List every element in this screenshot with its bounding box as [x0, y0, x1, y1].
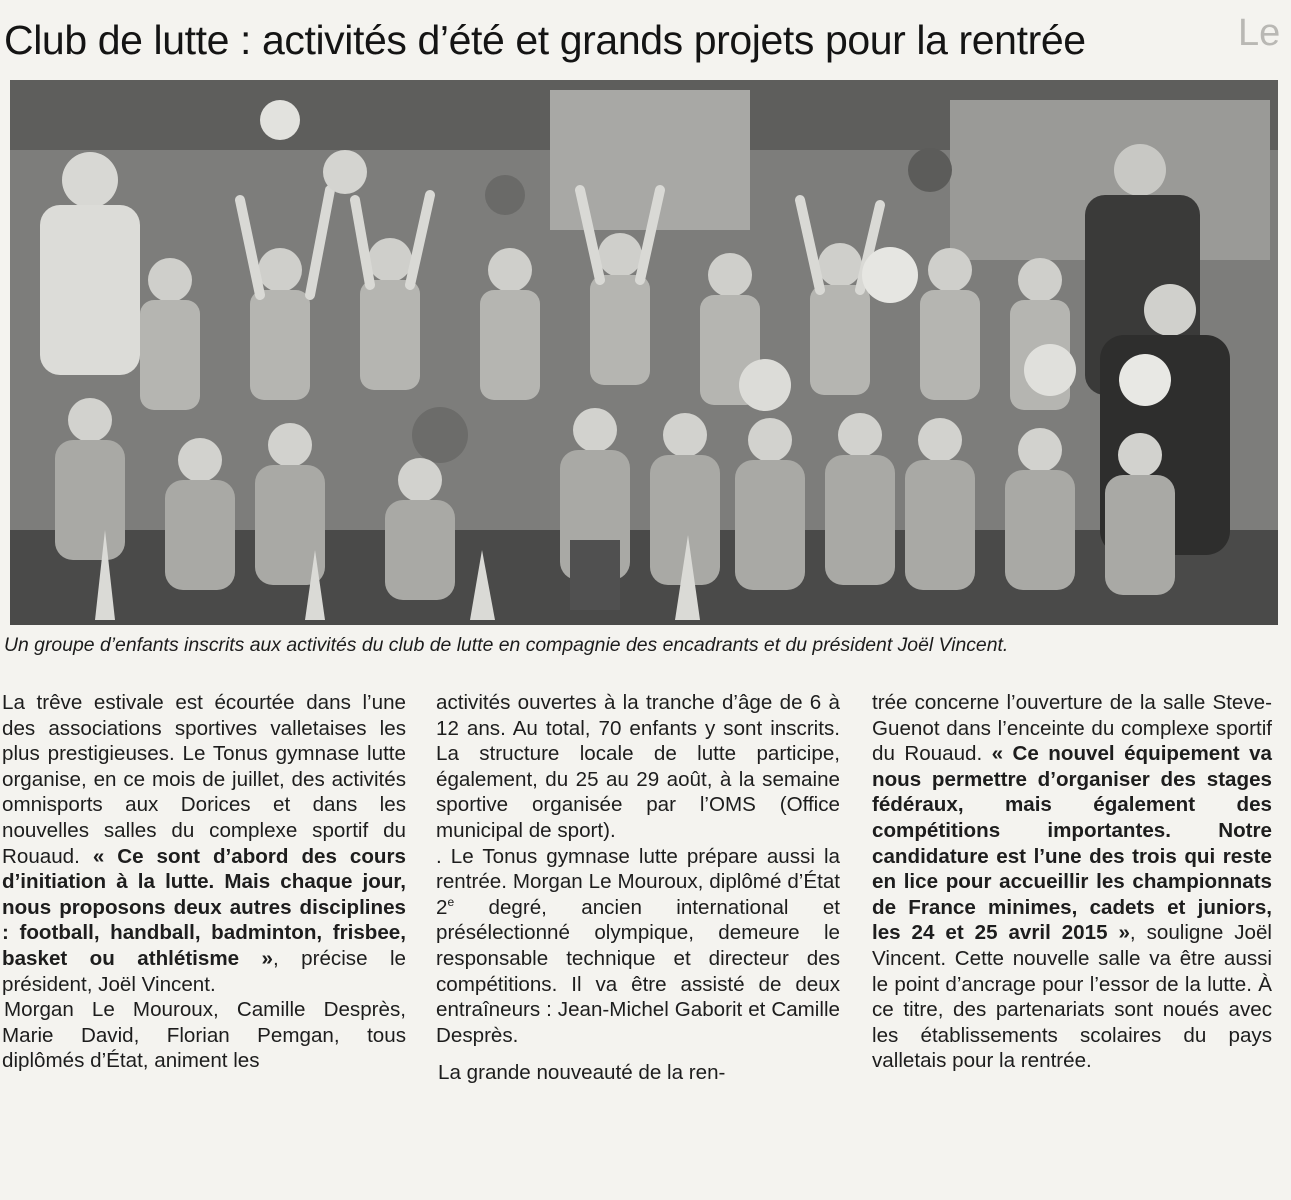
paragraph	[436, 1060, 840, 1086]
paragraph	[872, 690, 1272, 1074]
text: . Le Tonus gymnase lutte prépare aussi la rentrée. Morgan Le Mouroux, diplômé d’État 2	[436, 844, 840, 919]
photo-caption: Un groupe d’enfants inscrits aux activités du club de lutte en compagnie des encadrants et du président Joël Vincent.	[4, 634, 1009, 656]
adjacent-article-fragment: Le	[1238, 12, 1281, 54]
text: La grande nouveauté de la ren-	[438, 1061, 726, 1085]
president-quote: « Ce sont d’abord des cours d’initiation à la lutte. Mais chaque jour, nous proposons deux autres disciplines : football, handball, badminton, frisbee, basket ou athlétisme »	[2, 844, 406, 970]
group-photo-illustration	[10, 80, 1278, 625]
group-photo	[10, 80, 1278, 625]
text: activités ouvertes à la tranche d’âge de 6 à 12 ans. Au total, 70 enfants y sont inscrits. La structure locale de lutte participe, également, du 25 au 29 août, à la semaine sportive organisée par l’OMS (Office municipal de sport).	[436, 691, 840, 842]
paragraph	[2, 997, 406, 1074]
paragraph	[436, 844, 840, 1049]
text: La trêve estivale est écourtée dans l’une des associations sportives valletaises les plus prestigieuses. Le Tonus gymnase lutte organise, en ce mois de juillet, des activités omnisports aux Dorices et dans les nouvelles salles du complexe sportif du Rouaud.	[2, 691, 406, 868]
paragraph	[2, 690, 406, 997]
article-column-1	[2, 690, 406, 1074]
text: Morgan Le Mouroux, Camille Desprès, Marie David, Florian Pemgan, tous diplômés d’État, animent les	[2, 998, 406, 1073]
paragraph	[436, 690, 840, 844]
text: , souligne Joël Vincent. Cette nouvelle salle va être aussi le point d’ancrage pour l’essor de la lutte. À ce titre, des partenariats sont noués avec les établissements scolaires du pays valletais pour la rentrée.	[872, 921, 1272, 1073]
text: degré, ancien international et présélectionné olympique, demeure le responsable technique et directeur des compétitions. Il va être assisté de deux entraîneurs : Jean-Michel Gaborit et Camille Desprès.	[436, 895, 840, 1047]
article-column-2	[436, 690, 840, 1086]
article-column-3	[872, 690, 1272, 1074]
text: , précise le président, Joël Vincent.	[2, 946, 406, 996]
article-headline: Club de lutte : activités d’été et grands projets pour la rentrée	[4, 17, 1086, 63]
text: trée concerne l’ouverture de la salle Steve-Guenot dans l’enceinte du complexe sportif du Rouaud.	[872, 691, 1272, 766]
president-quote: « Ce nouvel équipement va nous permettre d’organiser des stages fédéraux, mais également des compétitions importantes. Notre candidature est l’une des trois qui reste en lice pour accueillir les championnats de France minimes, cadets et juniors, les 24 et 25 avril 2015 »	[872, 742, 1272, 945]
superscript: e	[447, 894, 455, 909]
